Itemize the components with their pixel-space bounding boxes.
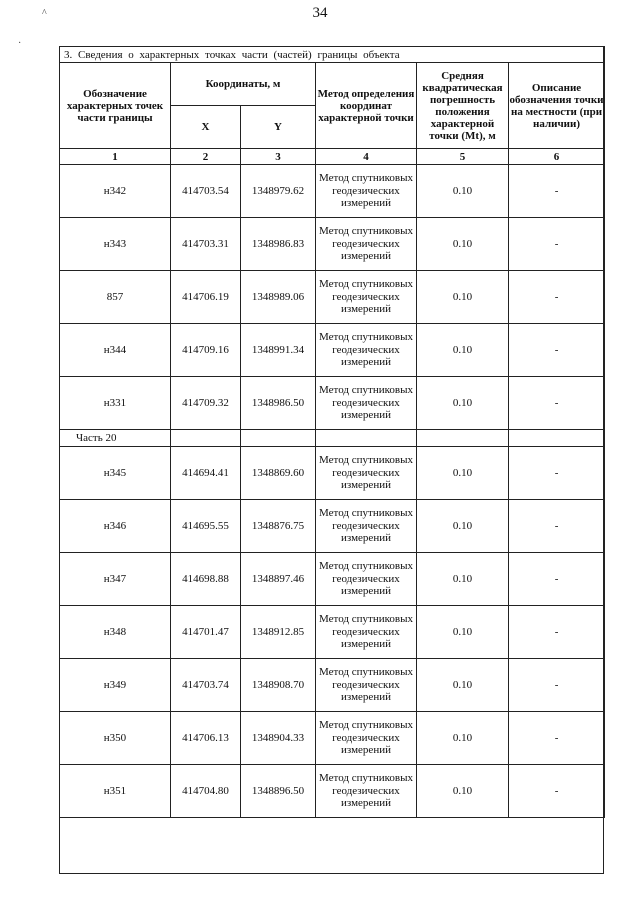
- error-cell: 0.10: [417, 606, 509, 659]
- empty-cell: [316, 430, 417, 447]
- y-cell: 1348979.62: [241, 165, 316, 218]
- error-cell: 0.10: [417, 500, 509, 553]
- scan-mark: ·: [18, 38, 22, 49]
- empty-cell: [417, 430, 509, 447]
- empty-cell: [509, 430, 605, 447]
- point-cell: н346: [60, 500, 171, 553]
- x-cell: 414709.32: [171, 377, 241, 430]
- y-cell: 1348896.50: [241, 765, 316, 818]
- x-cell: 414709.16: [171, 324, 241, 377]
- y-cell: 1348897.46: [241, 553, 316, 606]
- table-row: [60, 500, 605, 553]
- error-cell: 0.10: [417, 324, 509, 377]
- y-cell: 1348991.34: [241, 324, 316, 377]
- error-cell: 0.10: [417, 377, 509, 430]
- table-row: [60, 324, 605, 377]
- table-row: [60, 765, 605, 818]
- description-cell: -: [509, 447, 605, 500]
- y-cell: 1348908.70: [241, 659, 316, 712]
- x-cell: 414694.41: [171, 447, 241, 500]
- x-cell: 414703.54: [171, 165, 241, 218]
- point-cell: н351: [60, 765, 171, 818]
- header-point-designation: Обозначение характерных точек части границы: [60, 63, 171, 149]
- method-cell: Метод спутниковых геодезических измерений: [316, 218, 417, 271]
- point-cell: н350: [60, 712, 171, 765]
- page-number: 34: [312, 5, 328, 21]
- x-cell: 414701.47: [171, 606, 241, 659]
- x-cell: 414706.13: [171, 712, 241, 765]
- column-number: 6: [509, 149, 605, 165]
- header-coordinates: Координаты, м: [171, 63, 316, 106]
- table-row: [60, 606, 605, 659]
- header-method: Метод определения координат характерной точки: [316, 63, 417, 149]
- method-cell: Метод спутниковых геодезических измерений: [316, 447, 417, 500]
- point-cell: н344: [60, 324, 171, 377]
- description-cell: -: [509, 271, 605, 324]
- method-cell: Метод спутниковых геодезических измерений: [316, 712, 417, 765]
- point-cell: н342: [60, 165, 171, 218]
- empty-cell: [241, 430, 316, 447]
- method-cell: Метод спутниковых геодезических измерений: [316, 377, 417, 430]
- header-y: Y: [241, 106, 316, 149]
- point-cell: н348: [60, 606, 171, 659]
- error-cell: 0.10: [417, 218, 509, 271]
- section-title: 3. Сведения о характерных точках части (частей) границы объекта: [60, 47, 605, 63]
- x-cell: 414695.55: [171, 500, 241, 553]
- error-cell: 0.10: [417, 553, 509, 606]
- error-cell: 0.10: [417, 271, 509, 324]
- column-number: 1: [60, 149, 171, 165]
- description-cell: -: [509, 765, 605, 818]
- description-cell: -: [509, 377, 605, 430]
- method-cell: Метод спутниковых геодезических измерений: [316, 500, 417, 553]
- table-row: [60, 712, 605, 765]
- description-cell: -: [509, 500, 605, 553]
- method-cell: Метод спутниковых геодезических измерений: [316, 606, 417, 659]
- description-cell: -: [509, 659, 605, 712]
- column-number: 4: [316, 149, 417, 165]
- error-cell: 0.10: [417, 447, 509, 500]
- table-row: [60, 447, 605, 500]
- point-cell: н343: [60, 218, 171, 271]
- method-cell: Метод спутниковых геодезических измерений: [316, 165, 417, 218]
- method-cell: Метод спутниковых геодезических измерений: [316, 659, 417, 712]
- x-cell: 414703.74: [171, 659, 241, 712]
- part-label: Часть 20: [60, 430, 171, 447]
- method-cell: Метод спутниковых геодезических измерений: [316, 324, 417, 377]
- table-row: [60, 553, 605, 606]
- scan-mark: ^: [42, 8, 47, 19]
- error-cell: 0.10: [417, 165, 509, 218]
- y-cell: 1348876.75: [241, 500, 316, 553]
- table-row: [60, 377, 605, 430]
- header-description: Описание обозначения точки на местности (при наличии): [509, 63, 605, 149]
- part-row: [60, 430, 605, 447]
- y-cell: 1348904.33: [241, 712, 316, 765]
- column-number: 3: [241, 149, 316, 165]
- method-cell: Метод спутниковых геодезических измерений: [316, 553, 417, 606]
- y-cell: 1348912.85: [241, 606, 316, 659]
- description-cell: -: [509, 218, 605, 271]
- table-row: [60, 659, 605, 712]
- column-number: 2: [171, 149, 241, 165]
- y-cell: 1348869.60: [241, 447, 316, 500]
- point-cell: н347: [60, 553, 171, 606]
- x-cell: 414704.80: [171, 765, 241, 818]
- x-cell: 414698.88: [171, 553, 241, 606]
- method-cell: Метод спутниковых геодезических измерений: [316, 271, 417, 324]
- y-cell: 1348986.50: [241, 377, 316, 430]
- table-row: [60, 218, 605, 271]
- header-error: Средняя квадратическая погрешность положения характерной точки (Mt), м: [417, 63, 509, 149]
- y-cell: 1348986.83: [241, 218, 316, 271]
- error-cell: 0.10: [417, 765, 509, 818]
- column-number: 5: [417, 149, 509, 165]
- x-cell: 414706.19: [171, 271, 241, 324]
- header-x: X: [171, 106, 241, 149]
- point-cell: н331: [60, 377, 171, 430]
- point-cell: н345: [60, 447, 171, 500]
- error-cell: 0.10: [417, 659, 509, 712]
- description-cell: -: [509, 606, 605, 659]
- description-cell: -: [509, 165, 605, 218]
- point-cell: н349: [60, 659, 171, 712]
- method-cell: Метод спутниковых геодезических измерений: [316, 765, 417, 818]
- table-row: [60, 271, 605, 324]
- x-cell: 414703.31: [171, 218, 241, 271]
- point-cell: 857: [60, 271, 171, 324]
- description-cell: -: [509, 712, 605, 765]
- error-cell: 0.10: [417, 712, 509, 765]
- boundary-points-table: [59, 46, 605, 818]
- description-cell: -: [509, 324, 605, 377]
- y-cell: 1348989.06: [241, 271, 316, 324]
- empty-cell: [171, 430, 241, 447]
- table-row: [60, 165, 605, 218]
- description-cell: -: [509, 553, 605, 606]
